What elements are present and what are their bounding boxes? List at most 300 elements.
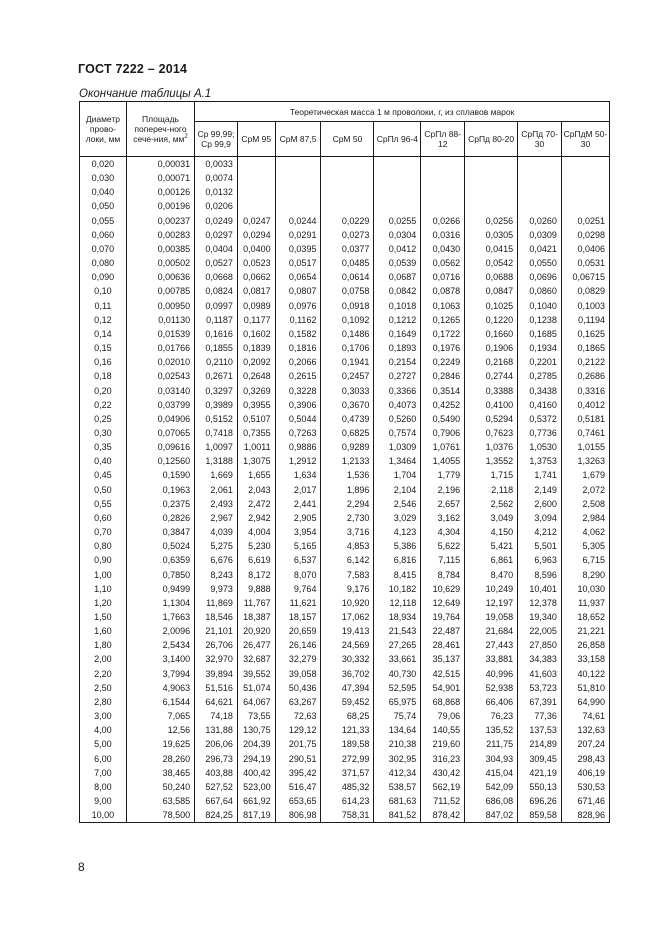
table-cell: 0,020 bbox=[80, 157, 127, 172]
table-cell: 0,0989 bbox=[237, 299, 275, 313]
table-cell: 1,0761 bbox=[421, 440, 465, 454]
table-cell: 0,03799 bbox=[126, 398, 194, 412]
table-cell: 2,20 bbox=[80, 667, 127, 681]
table-cell: 68,868 bbox=[421, 695, 465, 709]
table-cell: 0,0614 bbox=[321, 270, 374, 284]
table-cell: 1,00 bbox=[80, 568, 127, 582]
table-cell: 0,0229 bbox=[321, 214, 374, 228]
table-cell: 5,165 bbox=[275, 539, 321, 553]
table-cell: 0,1893 bbox=[374, 341, 421, 355]
table-cell: 1,4055 bbox=[421, 454, 465, 468]
col-header-alloy: СрПд 70-30 bbox=[518, 122, 562, 157]
table-cell: 671,46 bbox=[561, 794, 609, 808]
table-cell: 0,70 bbox=[80, 525, 127, 539]
table-cell: 1,3188 bbox=[195, 454, 238, 468]
table-cell bbox=[518, 171, 562, 185]
table-cell: 4,039 bbox=[195, 525, 238, 539]
table-cell: 51,074 bbox=[237, 681, 275, 695]
table-cell: 3,00 bbox=[80, 709, 127, 723]
table-cell bbox=[421, 157, 465, 172]
table-cell: 3,716 bbox=[321, 525, 374, 539]
table-cell: 0,09616 bbox=[126, 440, 194, 454]
table-cell: 0,2785 bbox=[518, 369, 562, 383]
table-cell: 10,00 bbox=[80, 808, 127, 823]
table-cell: 59,452 bbox=[321, 695, 374, 709]
table-cell: 2,657 bbox=[421, 497, 465, 511]
table-cell: 19,340 bbox=[518, 610, 562, 624]
table-cell: 0,4252 bbox=[421, 398, 465, 412]
table-cell: 2,472 bbox=[237, 497, 275, 511]
table-cell: 1,0011 bbox=[237, 440, 275, 454]
table-cell: 847,02 bbox=[465, 808, 518, 823]
table-row bbox=[80, 681, 610, 695]
table-cell bbox=[421, 199, 465, 213]
col-header-alloy: СрМ 87,5 bbox=[275, 122, 321, 157]
table-row bbox=[80, 752, 610, 766]
table-cell: 0,0997 bbox=[195, 299, 238, 313]
table-cell: 130,75 bbox=[237, 723, 275, 737]
table-cell: 32,279 bbox=[275, 652, 321, 666]
table-cell: 406,19 bbox=[561, 766, 609, 780]
table-row bbox=[80, 157, 610, 172]
table-cell: 0,7263 bbox=[275, 426, 321, 440]
table-row bbox=[80, 695, 610, 709]
table-cell: 1,634 bbox=[275, 468, 321, 482]
table-cell bbox=[321, 185, 374, 199]
table-cell: 0,0400 bbox=[237, 242, 275, 256]
table-cell bbox=[465, 171, 518, 185]
table-cell: 0,1486 bbox=[321, 327, 374, 341]
table-cell: 53,723 bbox=[518, 681, 562, 695]
table-cell: 26,477 bbox=[237, 638, 275, 652]
table-row bbox=[80, 667, 610, 681]
table-cell: 0,3847 bbox=[126, 525, 194, 539]
table-cell: 4,123 bbox=[374, 525, 421, 539]
table-row bbox=[80, 214, 610, 228]
table-cell: 0,2826 bbox=[126, 511, 194, 525]
table-cell: 0,1906 bbox=[465, 341, 518, 355]
table-cell: 2,104 bbox=[374, 483, 421, 497]
col-header-area bbox=[126, 102, 194, 157]
col-header-area-sup: 2 bbox=[184, 134, 188, 141]
table-cell: 1,3263 bbox=[561, 454, 609, 468]
table-cell: 19,413 bbox=[321, 624, 374, 638]
table-cell: 79,06 bbox=[421, 709, 465, 723]
table-cell: 302,95 bbox=[374, 752, 421, 766]
table-cell: 1,669 bbox=[195, 468, 238, 482]
table-cell: 1,679 bbox=[561, 468, 609, 482]
table-cell: 8,415 bbox=[374, 568, 421, 582]
table-cell bbox=[321, 157, 374, 172]
table-cell: 2,562 bbox=[465, 497, 518, 511]
table-cell: 0,50 bbox=[80, 483, 127, 497]
table-cell: 0,7623 bbox=[465, 426, 518, 440]
table-row bbox=[80, 270, 610, 284]
table-cell: 0,1025 bbox=[465, 299, 518, 313]
table-cell: 0,90 bbox=[80, 553, 127, 567]
table-cell: 19,058 bbox=[465, 610, 518, 624]
table-cell: 0,7906 bbox=[421, 426, 465, 440]
table-cell: 7,115 bbox=[421, 553, 465, 567]
table-cell: 0,00502 bbox=[126, 256, 194, 270]
table-cell: 10,249 bbox=[465, 582, 518, 596]
table-row bbox=[80, 568, 610, 582]
table-cell bbox=[561, 157, 609, 172]
table-cell: 0,5024 bbox=[126, 539, 194, 553]
table-cell: 28,461 bbox=[421, 638, 465, 652]
table-cell: 0,5152 bbox=[195, 412, 238, 426]
table-cell: 2,00 bbox=[80, 652, 127, 666]
table-cell: 0,0298 bbox=[561, 228, 609, 242]
table-row bbox=[80, 539, 610, 553]
table-cell: 0,1976 bbox=[421, 341, 465, 355]
table-cell: 0,0531 bbox=[561, 256, 609, 270]
table-cell: 0,080 bbox=[80, 256, 127, 270]
table-cell: 0,3989 bbox=[195, 398, 238, 412]
table-cell: 0,1706 bbox=[321, 341, 374, 355]
table-cell: 129,12 bbox=[275, 723, 321, 737]
table-cell: 538,57 bbox=[374, 780, 421, 794]
table-cell: 412,34 bbox=[374, 766, 421, 780]
table-cell: 18,157 bbox=[275, 610, 321, 624]
table-cell: 0,0033 bbox=[195, 157, 238, 172]
table-cell bbox=[465, 157, 518, 172]
table-cell: 12,56 bbox=[126, 723, 194, 737]
table-row bbox=[80, 794, 610, 808]
table-cell bbox=[561, 199, 609, 213]
table-cell: 0,25 bbox=[80, 412, 127, 426]
table-cell: 316,23 bbox=[421, 752, 465, 766]
table-cell: 9,764 bbox=[275, 582, 321, 596]
table-cell: 0,055 bbox=[80, 214, 127, 228]
table-cell: 206,06 bbox=[195, 737, 238, 751]
table-cell: 3,954 bbox=[275, 525, 321, 539]
col-header-alloy: СрМ 95 bbox=[237, 122, 275, 157]
table-cell: 0,07065 bbox=[126, 426, 194, 440]
page-number: 8 bbox=[78, 860, 85, 874]
table-cell: 0,4739 bbox=[321, 412, 374, 426]
table-cell: 878,42 bbox=[421, 808, 465, 823]
table-cell: 2,984 bbox=[561, 511, 609, 525]
table-cell: 0,0562 bbox=[421, 256, 465, 270]
table-cell: 0,0305 bbox=[465, 228, 518, 242]
table-cell: 8,00 bbox=[80, 780, 127, 794]
table-cell: 10,920 bbox=[321, 596, 374, 610]
table-cell: 0,1839 bbox=[237, 341, 275, 355]
table-cell: 0,9886 bbox=[275, 440, 321, 454]
table-cell: 0,0316 bbox=[421, 228, 465, 242]
table-cell: 2,118 bbox=[465, 483, 518, 497]
table-cell: 0,00031 bbox=[126, 157, 194, 172]
table-cell: 0,7736 bbox=[518, 426, 562, 440]
table-cell: 24,569 bbox=[321, 638, 374, 652]
table-cell: 0,0074 bbox=[195, 171, 238, 185]
table-cell: 6,1544 bbox=[126, 695, 194, 709]
table-cell: 0,14 bbox=[80, 327, 127, 341]
table-cell: 681,63 bbox=[374, 794, 421, 808]
table-cell: 859,58 bbox=[518, 808, 562, 823]
table-cell: 40,730 bbox=[374, 667, 421, 681]
table-cell: 1,0309 bbox=[374, 440, 421, 454]
table-row bbox=[80, 652, 610, 666]
table-cell: 77,36 bbox=[518, 709, 562, 723]
table-cell: 309,45 bbox=[518, 752, 562, 766]
table-cell: 0,00283 bbox=[126, 228, 194, 242]
table-cell: 18,934 bbox=[374, 610, 421, 624]
table-cell: 1,3552 bbox=[465, 454, 518, 468]
table-cell: 11,621 bbox=[275, 596, 321, 610]
table-cell: 2,149 bbox=[518, 483, 562, 497]
table-cell: 0,1963 bbox=[126, 483, 194, 497]
table-row bbox=[80, 256, 610, 270]
table-cell: 10,182 bbox=[374, 582, 421, 596]
table-cell: 9,973 bbox=[195, 582, 238, 596]
table-cell: 5,501 bbox=[518, 539, 562, 553]
table-cell: 10,030 bbox=[561, 582, 609, 596]
table-cell: 1,0155 bbox=[561, 440, 609, 454]
table-cell: 0,03140 bbox=[126, 384, 194, 398]
table-cell: 0,0550 bbox=[518, 256, 562, 270]
table-cell: 2,294 bbox=[321, 497, 374, 511]
table-row bbox=[80, 412, 610, 426]
table-cell: 12,197 bbox=[465, 596, 518, 610]
table-cell: 26,858 bbox=[561, 638, 609, 652]
table-cell: 8,596 bbox=[518, 568, 562, 582]
table-cell: 0,2686 bbox=[561, 369, 609, 383]
table-cell: 0,0415 bbox=[465, 242, 518, 256]
table-cell: 0,1177 bbox=[237, 313, 275, 327]
table-cell: 0,3366 bbox=[374, 384, 421, 398]
table-cell: 0,1265 bbox=[421, 313, 465, 327]
table-cell: 0,3297 bbox=[195, 384, 238, 398]
table-cell: 0,1816 bbox=[275, 341, 321, 355]
table-cell: 0,2846 bbox=[421, 369, 465, 383]
table-cell: 52,595 bbox=[374, 681, 421, 695]
table-cell: 8,470 bbox=[465, 568, 518, 582]
table-cell: 54,901 bbox=[421, 681, 465, 695]
col-header-alloy: СрМ 50 bbox=[321, 122, 374, 157]
table-cell: 51,516 bbox=[195, 681, 238, 695]
table-cell: 64,067 bbox=[237, 695, 275, 709]
table-cell: 0,3670 bbox=[321, 398, 374, 412]
table-cell: 0,0758 bbox=[321, 284, 374, 298]
table-cell: 298,43 bbox=[561, 752, 609, 766]
table-cell: 0,090 bbox=[80, 270, 127, 284]
table-cell: 296,73 bbox=[195, 752, 238, 766]
table-cell: 6,142 bbox=[321, 553, 374, 567]
table-row bbox=[80, 511, 610, 525]
table-cell: 0,40 bbox=[80, 454, 127, 468]
table-cell: 11,767 bbox=[237, 596, 275, 610]
table-cell: 50,240 bbox=[126, 780, 194, 794]
table-cell: 135,52 bbox=[465, 723, 518, 737]
table-cell: 1,0376 bbox=[465, 440, 518, 454]
table-cell bbox=[561, 171, 609, 185]
table-cell: 0,0206 bbox=[195, 199, 238, 213]
table-cell: 0,070 bbox=[80, 242, 127, 256]
table-cell: 19,625 bbox=[126, 737, 194, 751]
table-cell: 1,10 bbox=[80, 582, 127, 596]
table-cell: 4,062 bbox=[561, 525, 609, 539]
table-cell: 0,0824 bbox=[195, 284, 238, 298]
table-cell: 371,57 bbox=[321, 766, 374, 780]
table-cell: 0,7850 bbox=[126, 568, 194, 582]
table-cell: 0,02010 bbox=[126, 355, 194, 369]
table-row bbox=[80, 610, 610, 624]
table-row bbox=[80, 228, 610, 242]
table-cell: 0,15 bbox=[80, 341, 127, 355]
table-cell: 0,1625 bbox=[561, 327, 609, 341]
table-cell: 5,00 bbox=[80, 737, 127, 751]
table-cell: 0,0688 bbox=[465, 270, 518, 284]
table-cell: 0,11 bbox=[80, 299, 127, 313]
table-row bbox=[80, 384, 610, 398]
table-cell: 2,942 bbox=[237, 511, 275, 525]
table-row bbox=[80, 242, 610, 256]
table-cell: 32,687 bbox=[237, 652, 275, 666]
table-cell: 0,0485 bbox=[321, 256, 374, 270]
table-cell: 562,19 bbox=[421, 780, 465, 794]
table-cell: 0,0266 bbox=[421, 214, 465, 228]
table-cell: 10,401 bbox=[518, 582, 562, 596]
table-cell: 0,0817 bbox=[237, 284, 275, 298]
table-cell: 0,6359 bbox=[126, 553, 194, 567]
table-row bbox=[80, 638, 610, 652]
col-header-alloy: СрПдМ 50-30 bbox=[561, 122, 609, 157]
table-cell: 1,655 bbox=[237, 468, 275, 482]
table-cell: 400,42 bbox=[237, 766, 275, 780]
table-cell: 12,378 bbox=[518, 596, 562, 610]
table-cell: 0,20 bbox=[80, 384, 127, 398]
table-cell: 0,5490 bbox=[421, 412, 465, 426]
table-cell: 0,2066 bbox=[275, 355, 321, 369]
table-cell: 421,19 bbox=[518, 766, 562, 780]
table-cell: 516,47 bbox=[275, 780, 321, 794]
table-cell: 72,63 bbox=[275, 709, 321, 723]
table-cell bbox=[321, 199, 374, 213]
table-cell: 0,1602 bbox=[237, 327, 275, 341]
table-cell: 0,5260 bbox=[374, 412, 421, 426]
table-row bbox=[80, 497, 610, 511]
table-cell: 9,176 bbox=[321, 582, 374, 596]
table-cell: 0,0807 bbox=[275, 284, 321, 298]
col-header-alloy: СрПл 88-12 bbox=[421, 122, 465, 157]
table-row bbox=[80, 582, 610, 596]
table-cell: 711,52 bbox=[421, 794, 465, 808]
table-cell: 0,2122 bbox=[561, 355, 609, 369]
table-cell: 0,01766 bbox=[126, 341, 194, 355]
table-cell: 8,784 bbox=[421, 568, 465, 582]
table-cell: 33,661 bbox=[374, 652, 421, 666]
table-cell: 1,896 bbox=[321, 483, 374, 497]
table-cell: 42,515 bbox=[421, 667, 465, 681]
table-cell: 0,1649 bbox=[374, 327, 421, 341]
table-cell: 74,18 bbox=[195, 709, 238, 723]
table-cell: 2,80 bbox=[80, 695, 127, 709]
table-caption: Окончание таблицы А.1 bbox=[79, 88, 212, 100]
table-cell: 0,1092 bbox=[321, 313, 374, 327]
table-cell: 686,08 bbox=[465, 794, 518, 808]
table-cell: 0,3388 bbox=[465, 384, 518, 398]
table-cell: 0,4160 bbox=[518, 398, 562, 412]
table-cell: 0,0847 bbox=[465, 284, 518, 298]
table-cell: 0,1187 bbox=[195, 313, 238, 327]
table-cell bbox=[465, 199, 518, 213]
table-cell: 35,137 bbox=[421, 652, 465, 666]
table-cell: 0,5181 bbox=[561, 412, 609, 426]
table-cell: 0,1590 bbox=[126, 468, 194, 482]
table-cell: 3,1400 bbox=[126, 652, 194, 666]
table-cell: 0,00950 bbox=[126, 299, 194, 313]
table-cell: 0,3228 bbox=[275, 384, 321, 398]
table-cell: 28,260 bbox=[126, 752, 194, 766]
table-cell: 0,0244 bbox=[275, 214, 321, 228]
table-cell: 841,52 bbox=[374, 808, 421, 823]
table-cell: 0,00071 bbox=[126, 171, 194, 185]
table-cell: 0,12 bbox=[80, 313, 127, 327]
table-cell: 0,00385 bbox=[126, 242, 194, 256]
table-cell: 0,2744 bbox=[465, 369, 518, 383]
table-cell: 0,01130 bbox=[126, 313, 194, 327]
table-cell: 523,00 bbox=[237, 780, 275, 794]
table-cell: 0,0842 bbox=[374, 284, 421, 298]
table-cell: 76,23 bbox=[465, 709, 518, 723]
table-cell: 0,0716 bbox=[421, 270, 465, 284]
table-cell: 0,5044 bbox=[275, 412, 321, 426]
table-cell: 26,146 bbox=[275, 638, 321, 652]
table-cell bbox=[374, 185, 421, 199]
table-cell: 3,049 bbox=[465, 511, 518, 525]
table-cell: 0,0294 bbox=[237, 228, 275, 242]
table-cell: 189,58 bbox=[321, 737, 374, 751]
table-cell: 47,394 bbox=[321, 681, 374, 695]
table-cell: 0,0247 bbox=[237, 214, 275, 228]
table-cell: 73,55 bbox=[237, 709, 275, 723]
table-cell: 0,00126 bbox=[126, 185, 194, 199]
table-cell: 22,005 bbox=[518, 624, 562, 638]
table-cell: 542,09 bbox=[465, 780, 518, 794]
table-cell: 78,500 bbox=[126, 808, 194, 823]
table-cell: 550,13 bbox=[518, 780, 562, 794]
table-cell: 0,0687 bbox=[374, 270, 421, 284]
table-cell: 0,0517 bbox=[275, 256, 321, 270]
table-cell: 0,5372 bbox=[518, 412, 562, 426]
table-cell: 0,2457 bbox=[321, 369, 374, 383]
data-table bbox=[79, 101, 610, 823]
table-cell: 20,920 bbox=[237, 624, 275, 638]
table-cell: 0,030 bbox=[80, 171, 127, 185]
table-cell: 8,243 bbox=[195, 568, 238, 582]
table-cell: 21,101 bbox=[195, 624, 238, 638]
table-cell: 4,304 bbox=[421, 525, 465, 539]
table-cell: 50,436 bbox=[275, 681, 321, 695]
table-cell: 8,172 bbox=[237, 568, 275, 582]
table-cell: 33,881 bbox=[465, 652, 518, 666]
table-row bbox=[80, 808, 610, 823]
table-cell: 0,4100 bbox=[465, 398, 518, 412]
table-cell: 2,508 bbox=[561, 497, 609, 511]
table-cell: 10,629 bbox=[421, 582, 465, 596]
table-cell: 0,00196 bbox=[126, 199, 194, 213]
table-cell: 2,061 bbox=[195, 483, 238, 497]
table-cell: 0,2615 bbox=[275, 369, 321, 383]
table-cell: 2,905 bbox=[275, 511, 321, 525]
table-cell: 0,2201 bbox=[518, 355, 562, 369]
table-cell: 2,967 bbox=[195, 511, 238, 525]
table-cell bbox=[374, 157, 421, 172]
table-cell: 0,2092 bbox=[237, 355, 275, 369]
table-cell: 1,0530 bbox=[518, 440, 562, 454]
